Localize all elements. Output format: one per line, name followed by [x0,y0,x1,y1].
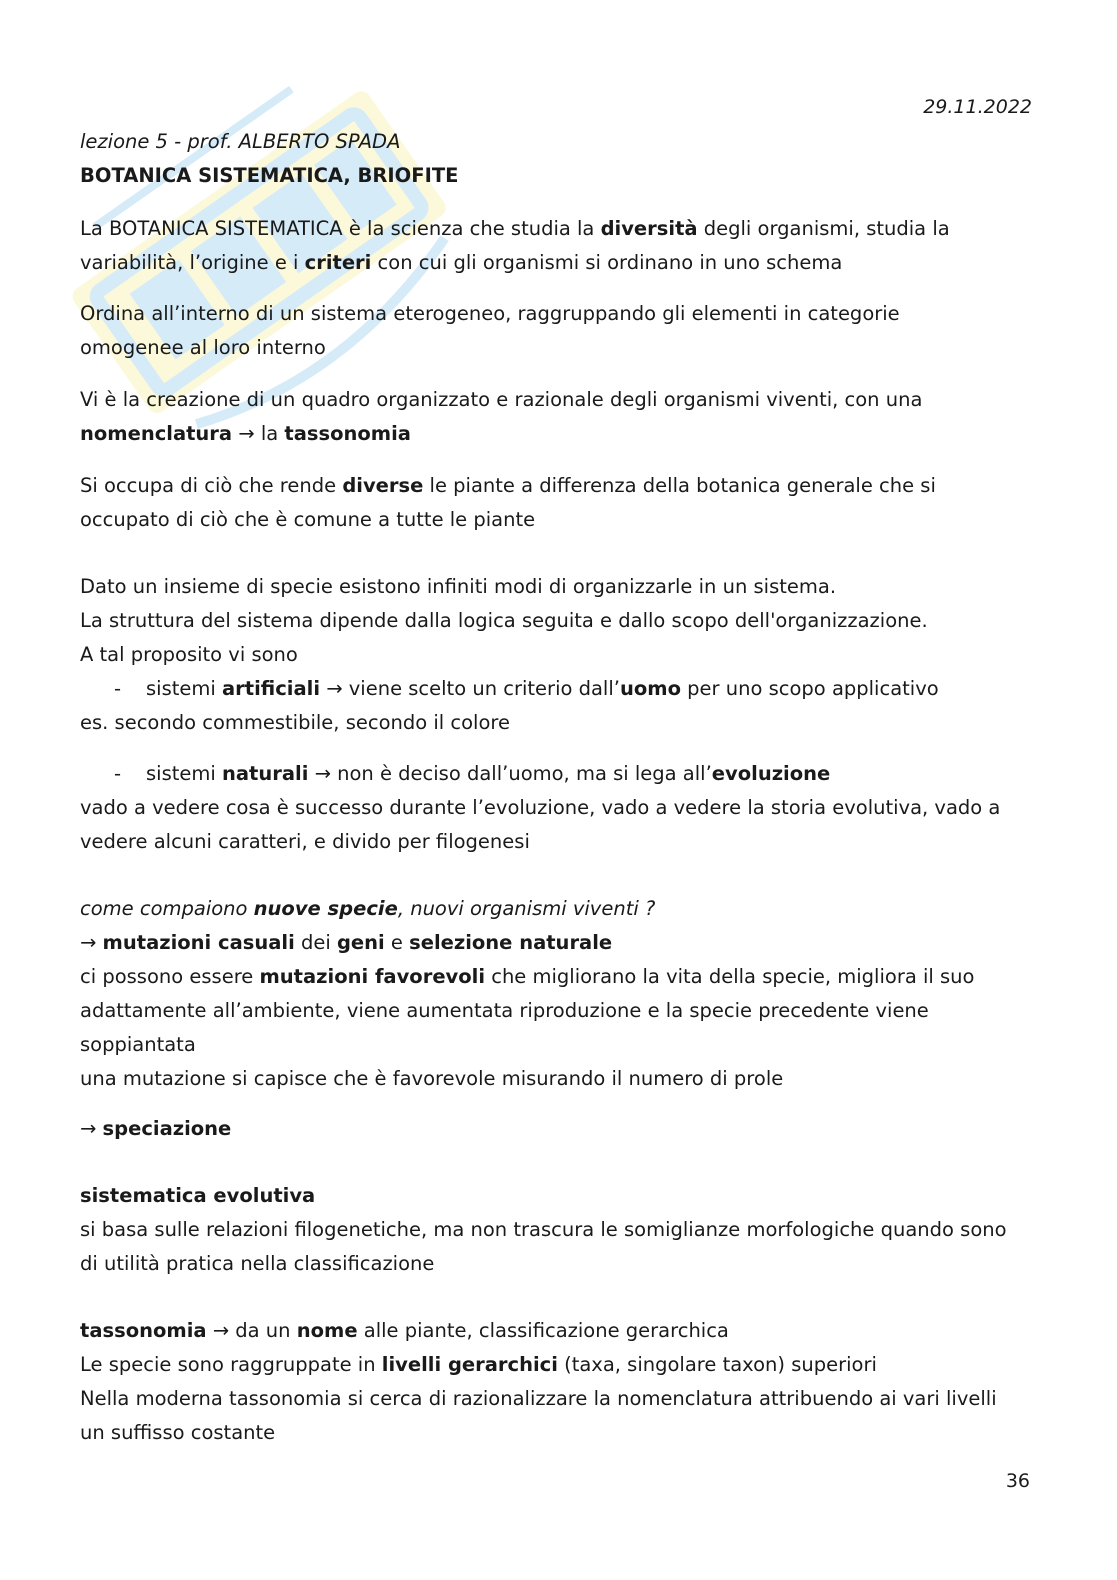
paragraph-speciation: → speciazione [80,1117,232,1140]
paragraph-taxonomy: tassonomia → da un nome alle piante, classificazione gerarchica Le specie sono raggruppate in livelli gerarchici (taxa, singolare taxon) superiori Nella moderna tassonomia si cerca di razionalizzare la nomenclatura attribuendo ai vari livelli un suffisso costante [80,1319,997,1444]
paragraph-order: Ordina all’interno di un sistema eterogeneo, raggruppando gli elementi in categorie omogenee al loro interno [80,302,900,359]
paragraph-nomenclature: Vi è la creazione di un quadro organizzato e razionale degli organismi viventi, con una nomenclatura → la tassonomia [80,388,923,445]
paragraph-differences: Si occupa di ciò che rende diverse le piante a differenza della botanica generale che si occupato di ciò che è comune a tutte le piante [80,474,936,531]
paragraph-natural-systems: - sistemi naturali → non è deciso dall’uomo, ma si lega all’evoluzione vado a vedere cosa è successo durante l’evoluzione, vado a vedere la storia evolutiva, vado a vedere alcuni caratteri, e divido per filogenesi [80,757,1000,859]
page-title: BOTANICA SISTEMATICA, BRIOFITE [80,164,459,187]
paragraph-new-species: come compaiono nuove specie, nuovi organismi viventi ? → mutazioni casuali dei geni e selezione naturale ci possono essere mutazioni favorevoli che migliorano la vita della specie, migliora il suo adattamente all’ambiente, viene aumentata riproduzione e la specie precedente viene soppiantata una mutazione si capisce che è favorevole misurando il numero di prole [80,897,975,1090]
lesson-label: lezione 5 - prof. ALBERTO SPADA [80,130,401,153]
section-heading: sistematica evolutiva [80,1184,316,1207]
paragraph-definition: La BOTANICA SISTEMATICA è la scienza che studia la diversità degli organismi, studia la variabilità, l’origine e i criteri con cui gli organismi si ordinano in uno schema [80,217,950,274]
page-number: 36 [1005,1470,1030,1492]
paragraph-evolutionary-systematics: sistematica evolutiva si basa sulle relazioni filogenetiche, ma non trascura le somiglianze morfologiche quando sono di utilità pratica nella classificazione [80,1184,1007,1275]
list-item-natural-systems: - sistemi naturali → non è deciso dall’uomo, ma si lega all’evoluzione [114,762,831,785]
list-item-artificial-systems: - sistemi artificiali → viene scelto un criterio dall’uomo per uno scopo applicativo [114,677,939,700]
lesson-date: 29.11.2022 [923,96,1032,118]
paragraph-systems: Dato un insieme di specie esistono infiniti modi di organizzarle in un sistema. La struttura del sistema dipende dalla logica seguita e dallo scopo dell'organizzazione. A tal proposito vi sono - sistemi artificiali → viene scelto un criterio dall’uomo per uno scopo applicativo es. secondo commestibile, secondo il colore [80,575,939,734]
